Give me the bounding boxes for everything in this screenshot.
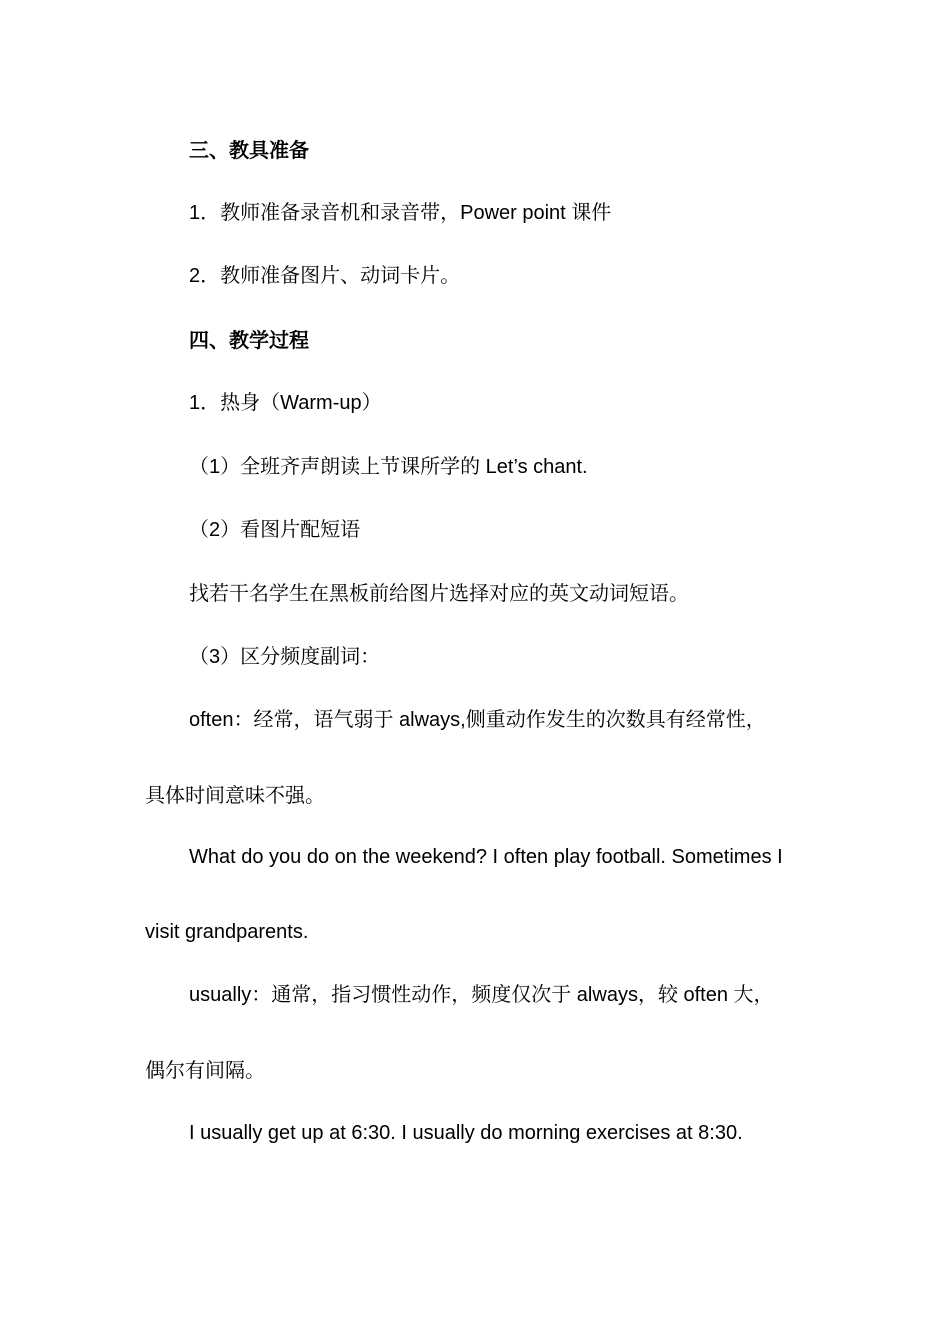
usually-example: I usually get up at 6:30. I usually do morning exercises at 8:30. [189,1122,743,1144]
list-item: 2．教师准备图片、动词卡片。 [189,265,461,287]
sub-step-2-text: 找若干名学生在黑板前给图片选择对应的英文动词短语。 [189,583,689,605]
often-definition-line1: often：经常，语气弱于 always,侧重动作发生的次数具有经常性， [189,709,766,731]
sub-step-1: （1）全班齐声朗读上节课所学的 Let’s chant. [189,456,588,478]
sub-step-2: （2）看图片配短语 [189,519,361,541]
section-heading-teaching-process: 四、教学过程 [189,330,309,352]
usually-definition-line2: 偶尔有间隔。 [145,1060,265,1082]
usually-definition-line1: usually：通常，指习惯性动作，频度仅次于 always，较 often 大， [189,984,774,1006]
section-heading-teaching-aids: 三、教具准备 [189,140,309,162]
often-example-line1: What do you do on the weekend? I often play football. Sometimes I [189,846,783,868]
often-example-line2: visit grandparents. [145,921,309,943]
sub-step-3: （3）区分频度副词： [189,646,381,668]
step-title-warm-up: 1．热身（Warm-up） [189,392,382,414]
list-item: 1．教师准备录音机和录音带，Power point 课件 [189,202,612,224]
often-definition-line2: 具体时间意味不强。 [145,785,325,807]
